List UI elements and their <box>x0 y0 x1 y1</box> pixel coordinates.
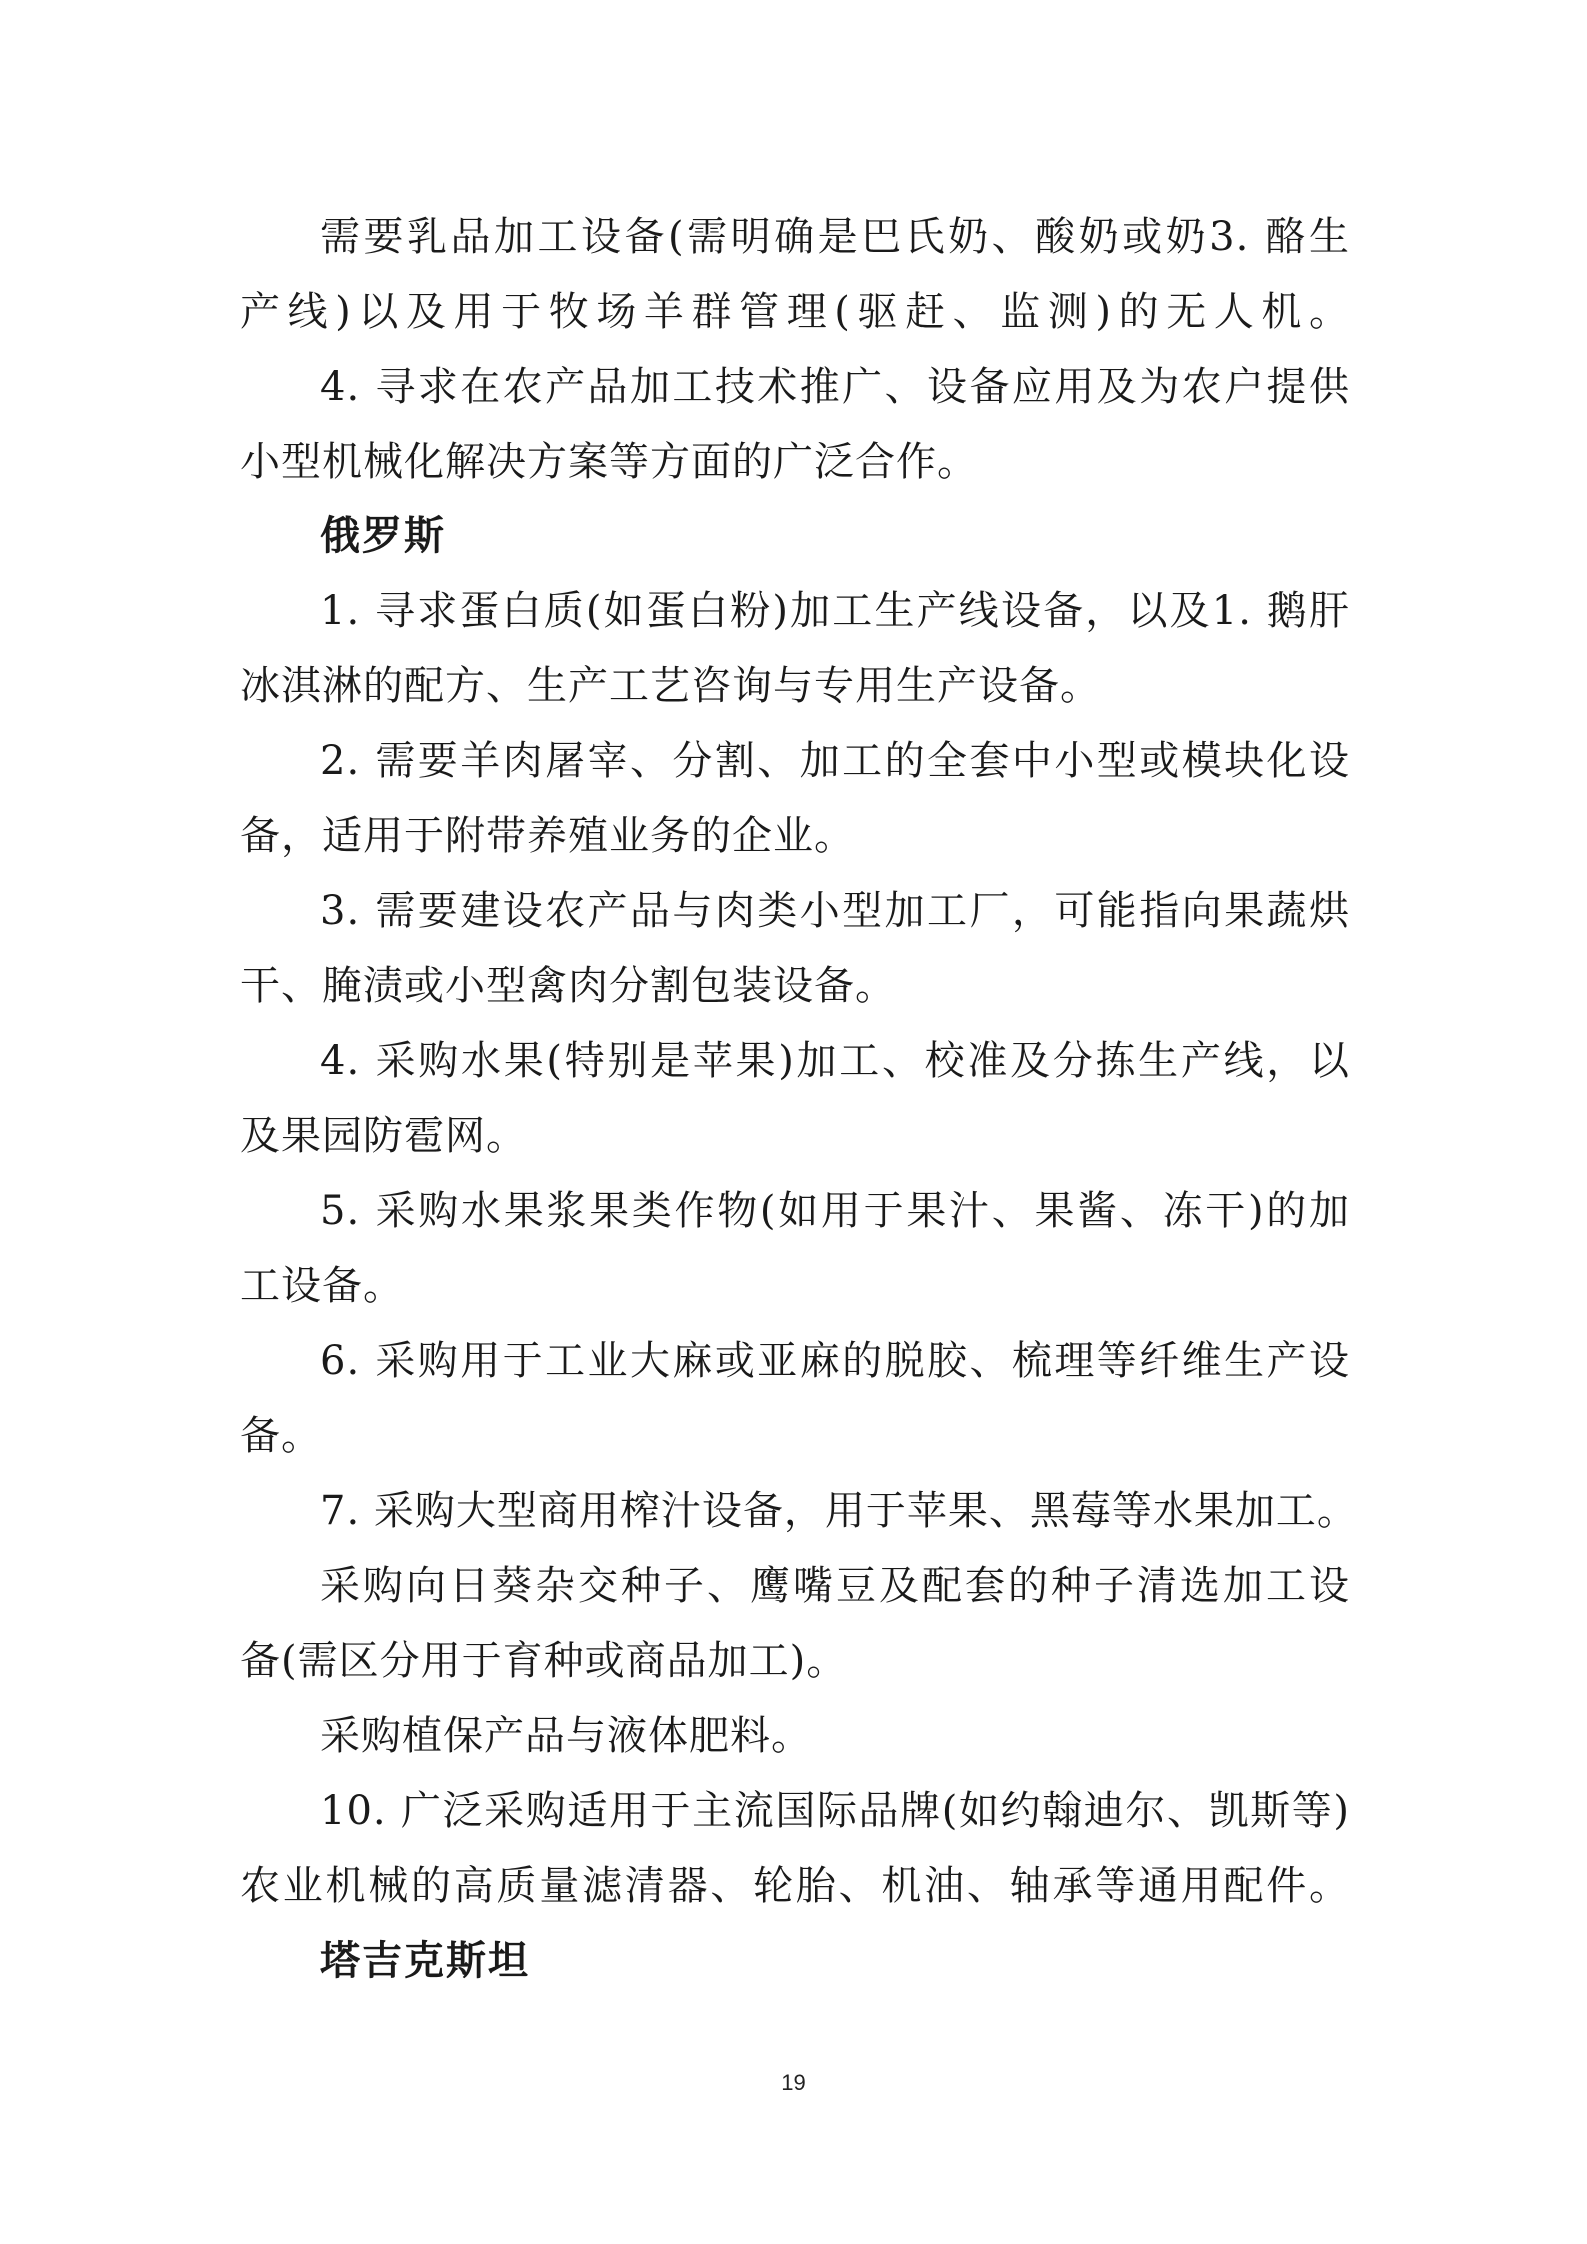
body-text-line: 需要乳品加工设备(需明确是巴氏奶、酸奶或奶3. 酪生 <box>320 214 1350 260</box>
body-text-line: 备。 <box>240 1413 322 1459</box>
body-text-line: 4. 寻求在农产品加工技术推广、设备应用及为农户提供 <box>320 364 1350 410</box>
body-text-line: 2. 需要羊肉屠宰、分割、加工的全套中小型或模块化设 <box>320 738 1350 784</box>
section-heading-russia: 俄罗斯 <box>320 512 446 559</box>
body-text-line: 采购向日葵杂交种子、鹰嘴豆及配套的种子清选加工设 <box>320 1563 1350 1609</box>
body-text-line: 冰淇淋的配方、生产工艺咨询与专用生产设备。 <box>240 663 1101 709</box>
body-text-line: 小型机械化解决方案等方面的广泛合作。 <box>240 439 978 485</box>
body-text-line: 采购植保产品与液体肥料。 <box>320 1713 812 1759</box>
body-text-line: 干、腌渍或小型禽肉分割包装设备。 <box>240 963 896 1009</box>
body-text-line: 产线)以及用于牧场羊群管理(驱赶、监测)的无人机。 <box>240 289 1350 335</box>
body-text-line: 5. 采购水果浆果类作物(如用于果汁、果酱、冻干)的加 <box>320 1188 1350 1234</box>
body-text-line: 备，适用于附带养殖业务的企业。 <box>240 813 855 859</box>
body-text-line: 7. 采购大型商用榨汁设备，用于苹果、黑莓等水果加工。 <box>320 1488 1358 1534</box>
body-text-line: 农业机械的高质量滤清器、轮胎、机油、轴承等通用配件。 <box>240 1863 1350 1909</box>
page-number: 19 <box>781 2070 806 2095</box>
section-heading-tajikistan: 塔吉克斯坦 <box>320 1937 530 1984</box>
body-text-line: 4. 采购水果(特别是苹果)加工、校准及分拣生产线，以 <box>320 1038 1350 1084</box>
body-text-line: 10. 广泛采购适用于主流国际品牌(如约翰迪尔、凯斯等) <box>320 1788 1350 1834</box>
body-text-line: 6. 采购用于工业大麻或亚麻的脱胶、梳理等纤维生产设 <box>320 1338 1350 1384</box>
body-text-line: 及果园防雹网。 <box>240 1113 527 1159</box>
body-text-line: 备(需区分用于育种或商品加工)。 <box>240 1638 848 1684</box>
body-text-line: 3. 需要建设农产品与肉类小型加工厂，可能指向果蔬烘 <box>320 888 1350 934</box>
body-text-line: 1. 寻求蛋白质(如蛋白粉)加工生产线设备，以及1. 鹅肝 <box>320 588 1350 634</box>
body-text-line: 工设备。 <box>240 1263 404 1309</box>
